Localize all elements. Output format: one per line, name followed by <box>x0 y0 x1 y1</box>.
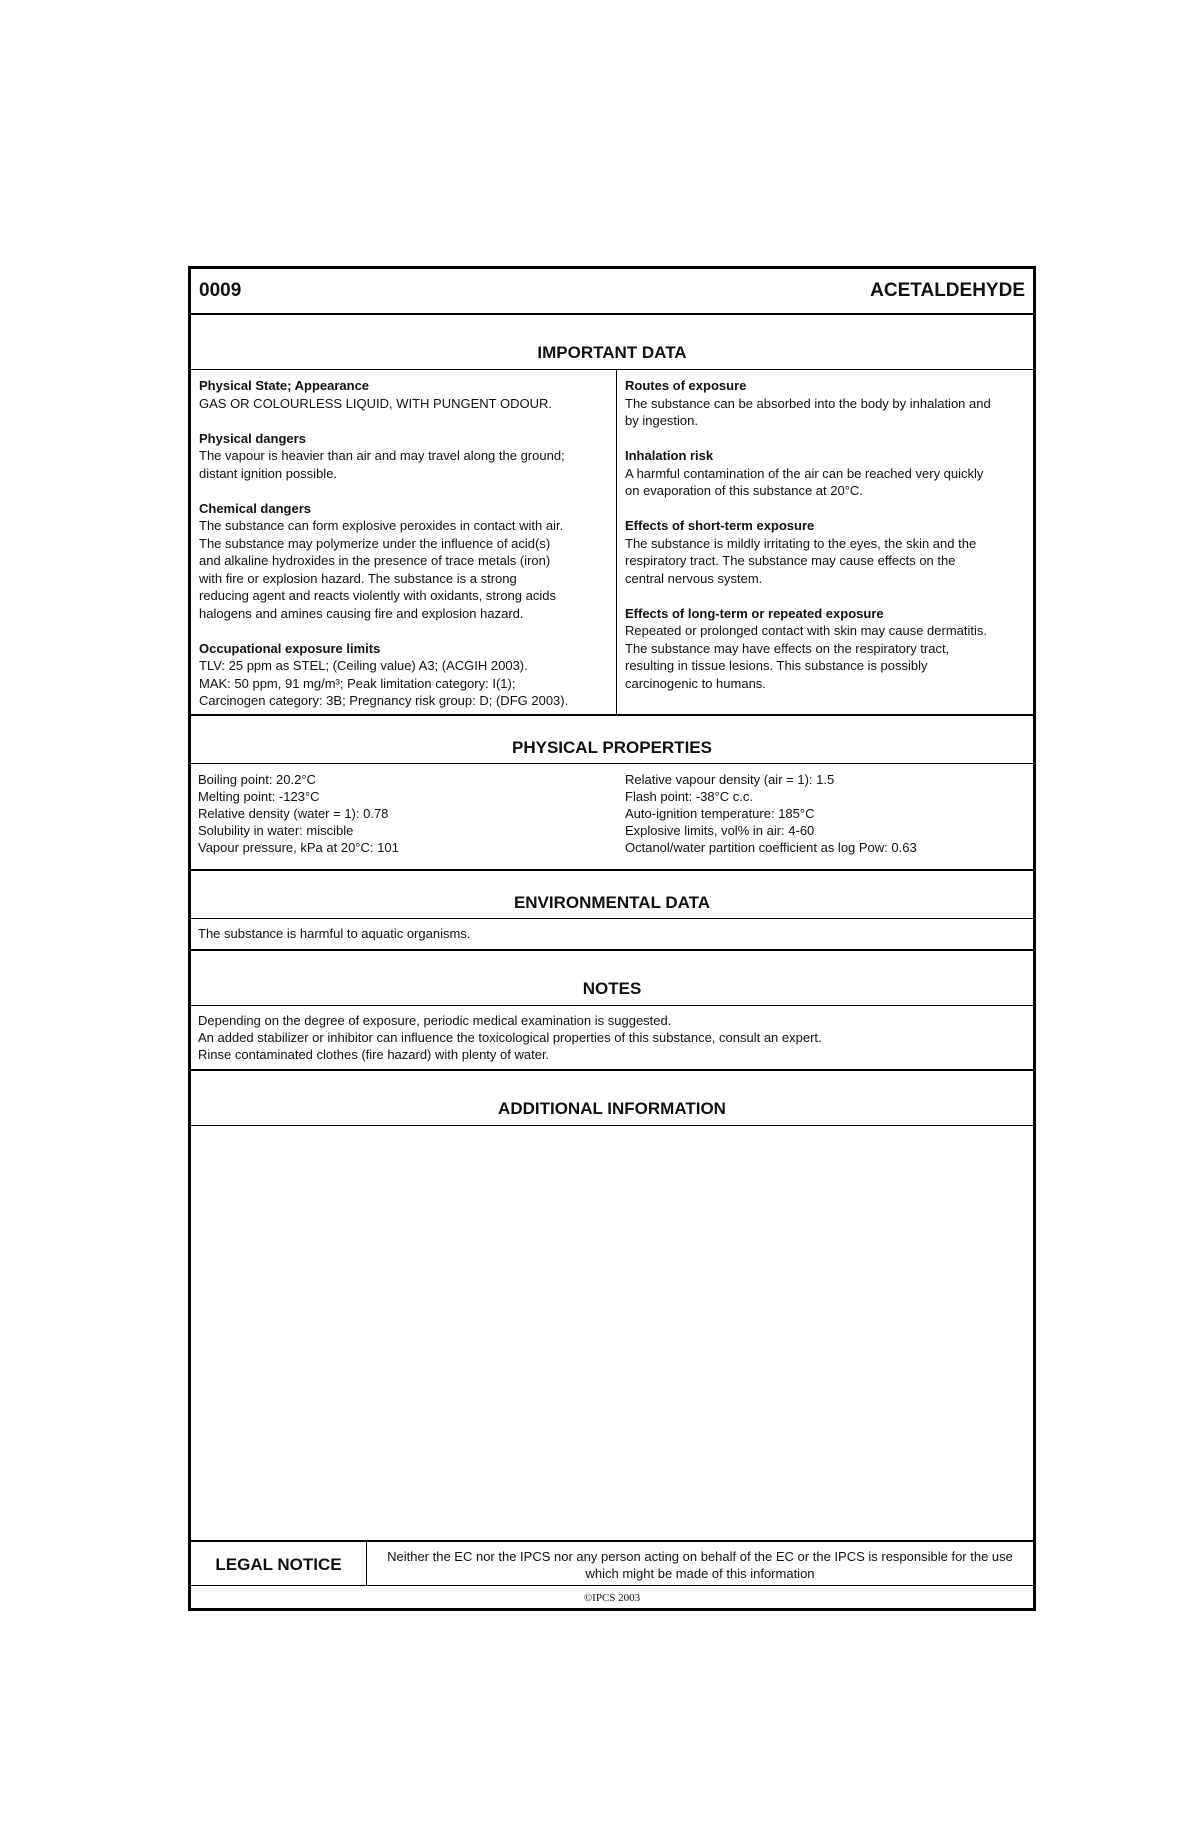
legal-notice-label: LEGAL NOTICE <box>215 1555 342 1574</box>
divider <box>191 313 1033 315</box>
physical-properties-right <box>625 771 1031 856</box>
legal-notice-text: Neither the EC nor the IPCS nor any person acting on behalf of the EC or the IPCS is responsible for the use which might be made of this information <box>387 1549 1013 1581</box>
property-item: Octanol/water partition coefficient as log Pow: 0.63 <box>625 840 917 855</box>
environmental-data-text: The substance is harmful to aquatic organisms. <box>198 926 471 941</box>
property-item: Boiling point: 20.2°C <box>198 772 316 787</box>
block-text: GAS OR COLOURLESS LIQUID, WITH PUNGENT ODOUR. <box>199 395 552 411</box>
important-data-title: IMPORTANT DATA <box>537 343 687 362</box>
block-heading: Physical dangers <box>199 430 306 446</box>
block-heading: Chemical dangers <box>199 500 311 516</box>
copyright: ©IPCS 2003 <box>583 1592 641 1604</box>
divider <box>191 714 1033 716</box>
block-heading: Occupational exposure limits <box>199 640 381 656</box>
property-item: Relative density (water = 1): 0.78 <box>198 806 389 821</box>
important-data-block <box>625 377 1031 430</box>
divider <box>191 918 1033 919</box>
divider <box>191 1069 1033 1071</box>
notes-body <box>198 1012 1028 1063</box>
divider <box>191 869 1033 871</box>
note-line: Rinse contaminated clothes (fire hazard) with plenty of water. <box>198 1047 550 1062</box>
physical-properties-title: PHYSICAL PROPERTIES <box>512 738 712 757</box>
property-item: Solubility in water: miscible <box>198 823 354 838</box>
icsc-card <box>188 266 1036 1611</box>
additional-information-title: ADDITIONAL INFORMATION <box>498 1099 726 1118</box>
block-text: The vapour is heavier than air and may travel along the ground; distant ignition possible. <box>199 448 565 481</box>
block-text: TLV: 25 ppm as STEL; (Ceiling value) A3; (ACGIH 2003). MAK: 50 ppm, 91 mg/m³; Peak limitation category: I(1); Carcinogen category: 3B; Pregnancy risk group: D; (DFG 2003). <box>199 658 569 708</box>
card-header <box>191 269 1033 313</box>
column-divider <box>616 370 617 714</box>
card-number: 0009 <box>199 280 242 301</box>
divider <box>191 1125 1033 1126</box>
note-line: An added stabilizer or inhibitor can influence the toxicological properties of this substance, consult an expert. <box>198 1030 822 1045</box>
property-item: Explosive limits, vol% in air: 4-60 <box>625 823 815 838</box>
important-data-block <box>625 517 1031 587</box>
property-item: Melting point: -123°C <box>198 789 320 804</box>
block-text: The substance can be absorbed into the body by inhalation and by ingestion. <box>625 395 991 428</box>
divider <box>191 369 1033 370</box>
divider <box>191 1540 1033 1542</box>
divider <box>191 1005 1033 1006</box>
property-item: Vapour pressure, kPa at 20°C: 101 <box>198 840 399 855</box>
chemical-name: ACETALDEHYDE <box>870 280 1025 301</box>
important-data-left-column <box>199 377 609 727</box>
important-data-block <box>625 605 1031 693</box>
block-heading: Routes of exposure <box>625 378 747 393</box>
physical-properties-left <box>198 771 608 856</box>
important-data-block <box>199 500 609 623</box>
block-heading: Effects of long-term or repeated exposure <box>625 605 884 621</box>
block-heading: Effects of short-term exposure <box>625 518 815 533</box>
property-item: Flash point: -38°C c.c. <box>625 789 754 804</box>
property-item: Auto-ignition temperature: 185°C <box>625 806 815 821</box>
block-text: Repeated or prolonged contact with skin may cause dermatitis. The substance may have effects on the respiratory tract, resulting in tissue lesions. This substance is possibly carcinogenic to humans. <box>625 623 988 691</box>
property-item: Relative vapour density (air = 1): 1.5 <box>625 772 835 787</box>
block-text: The substance can form explosive peroxides in contact with air. The substance may polymerize under the influence of acid(s) and alkaline hydroxides in the presence of trace metals (iron) with fire or explosion hazard. The substance is a strong reducing agent and reacts violently with oxidants, strong acids halogens and amines causing fire and explosion hazard. <box>199 518 564 621</box>
important-data-block <box>199 430 609 483</box>
block-heading: Inhalation risk <box>625 448 714 463</box>
note-line: Depending on the degree of exposure, periodic medical examination is suggested. <box>198 1013 672 1028</box>
important-data-block <box>199 377 609 412</box>
important-data-block <box>625 447 1031 500</box>
divider <box>191 949 1033 951</box>
important-data-right-column <box>625 377 1031 710</box>
block-text: A harmful contamination of the air can be reached very quickly on evaporation of this substance at 20°C. <box>625 465 984 498</box>
block-text: The substance is mildly irritating to the eyes, the skin and the respiratory tract. The substance may cause effects on the central nervous system. <box>625 535 977 586</box>
notes-title: NOTES <box>582 979 642 998</box>
environmental-data-title: ENVIRONMENTAL DATA <box>513 893 711 912</box>
divider <box>191 763 1033 764</box>
divider <box>191 1585 1033 1586</box>
block-heading: Physical State; Appearance <box>199 378 370 393</box>
important-data-block <box>199 640 609 710</box>
